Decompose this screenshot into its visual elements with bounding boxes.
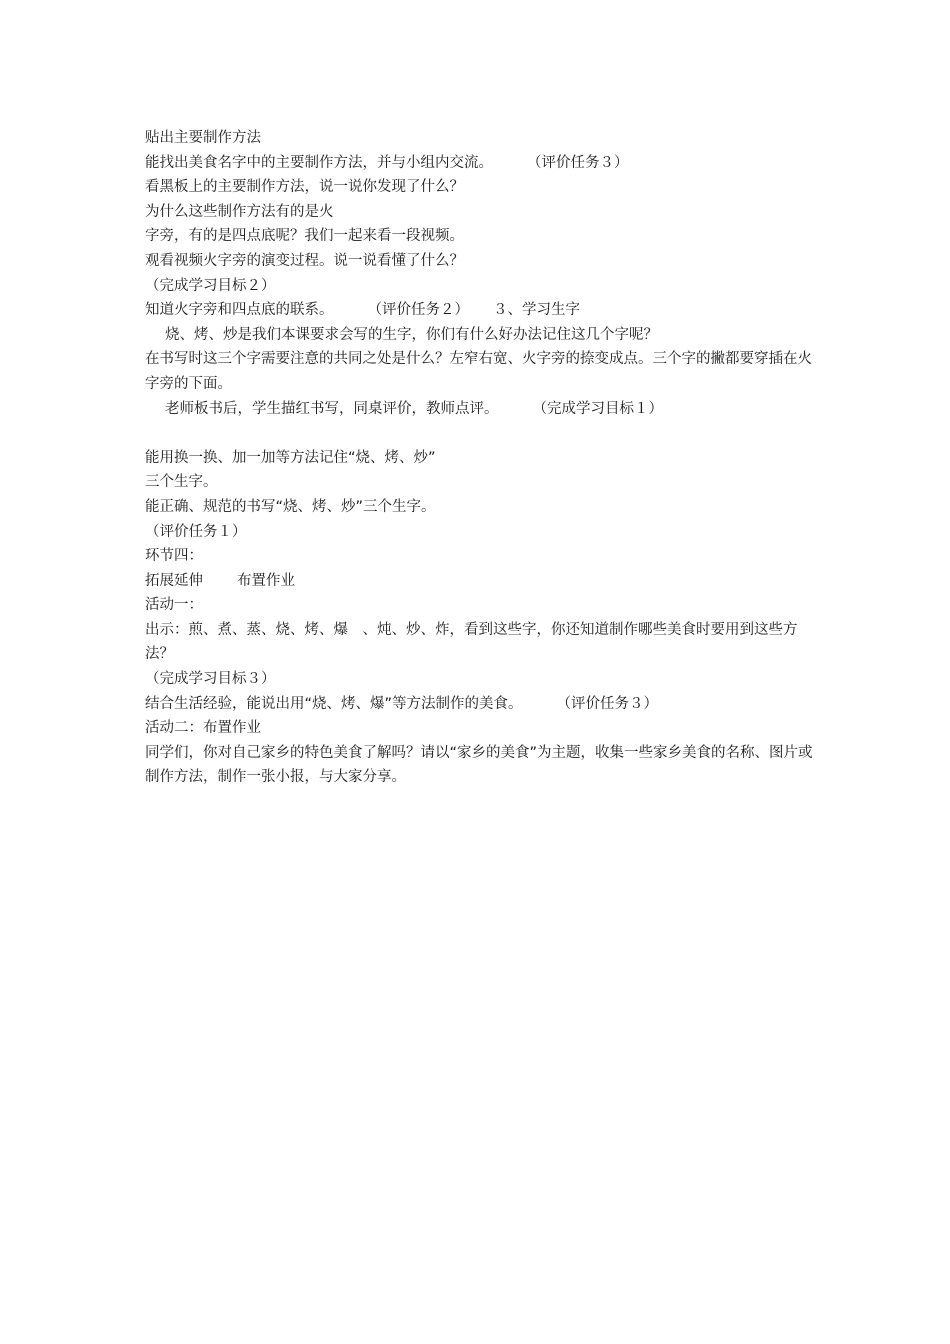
line-text: 能找出美食名字中的主要制作方法，并与小组内交流。 xyxy=(145,154,493,171)
line-text: 为什么这些制作方法有的是火 xyxy=(145,203,334,220)
line-text: 能用换一换、加一加等方法记住“烧、烤、炒” xyxy=(145,449,436,466)
text-line xyxy=(145,544,815,569)
activity-heading: 活动二：布置作业 xyxy=(145,720,261,737)
line-text: 知道火字旁和四点底的联系。 xyxy=(145,302,334,319)
text-line xyxy=(145,200,815,225)
line-text: 字旁，有的是四点底呢？我们一起来看一段视频。 xyxy=(145,228,464,245)
text-line xyxy=(145,126,815,151)
text-line xyxy=(145,323,815,348)
text-line xyxy=(145,397,815,422)
evaluation-task-note: （评价任务３） xyxy=(556,695,659,712)
line-text: 拓展延伸 xyxy=(145,572,203,589)
activity-heading: 活动一： xyxy=(145,597,203,614)
document-body xyxy=(145,126,815,790)
line-text: 老师板书后，学生描红书写，同桌评价，教师点评。 xyxy=(165,400,499,417)
text-line xyxy=(145,151,815,176)
text-line xyxy=(145,692,815,717)
line-text: 三个生字。 xyxy=(145,474,218,491)
line-text: 贴出主要制作方法 xyxy=(145,130,261,146)
text-line xyxy=(145,298,815,323)
learning-goal-note: （完成学习目标１） xyxy=(532,400,663,417)
line-text: 烧、烤、炒是我们本课要求会写的生字，你们有什么好办法记住这几个字呢？ xyxy=(165,326,658,343)
evaluation-task-note: （评价任务２） xyxy=(367,302,469,319)
text-line xyxy=(145,593,815,618)
line-text: 能正确、规范的书写“烧、烤、炒”三个生字。 xyxy=(145,498,436,515)
line-text: 结合生活经验，能说出用“烧、烤、爆”等方法制作的美食。 xyxy=(145,695,523,712)
text-line xyxy=(145,224,815,249)
line-text: 在书写时这三个字需要注意的共同之处是什么？左窄右宽、火字旁的捺变成点。三个字的撇都要穿插在火字旁的下面。 xyxy=(145,351,812,392)
line-text: 出示：煎、煮、蒸、烧、烤、爆 、炖、炒、炸，看到这些字，你还知道制作哪些美食时要用到这些方法？ xyxy=(145,621,798,663)
text-line xyxy=(145,274,815,299)
text-line xyxy=(145,470,815,495)
learning-goal-note: （完成学习目标３） xyxy=(145,671,276,688)
learning-goal-note: （完成学习目标２） xyxy=(145,277,276,294)
text-line xyxy=(145,347,815,396)
section-heading: ３、学习生字 xyxy=(493,302,580,319)
text-line xyxy=(145,618,815,667)
line-text: 观看视频火字旁的演变过程。说一说看懂了什么？ xyxy=(145,252,464,269)
blank-line xyxy=(145,421,815,446)
line-text: 看黑板上的主要制作方法，说一说你发现了什么？ xyxy=(145,179,464,196)
text-line xyxy=(145,569,815,594)
text-line xyxy=(145,495,815,520)
text-line xyxy=(145,249,815,274)
text-line xyxy=(145,716,815,741)
text-line xyxy=(145,175,815,200)
text-line xyxy=(145,667,815,692)
text-line xyxy=(145,446,815,471)
text-line xyxy=(145,520,815,545)
evaluation-task-note: （评价任务１） xyxy=(145,523,247,540)
line-text: 同学们，你对自己家乡的特色美食了解吗？请以“家乡的美食”为主题，收集一些家乡美食的名称、图片或制作方法，制作一张小报，与大家分享。 xyxy=(145,744,813,786)
section-heading: 环节四： xyxy=(145,548,203,565)
text-line xyxy=(145,741,815,790)
evaluation-task-note: （评价任务３） xyxy=(527,154,629,171)
line-text: 布置作业 xyxy=(237,572,295,589)
